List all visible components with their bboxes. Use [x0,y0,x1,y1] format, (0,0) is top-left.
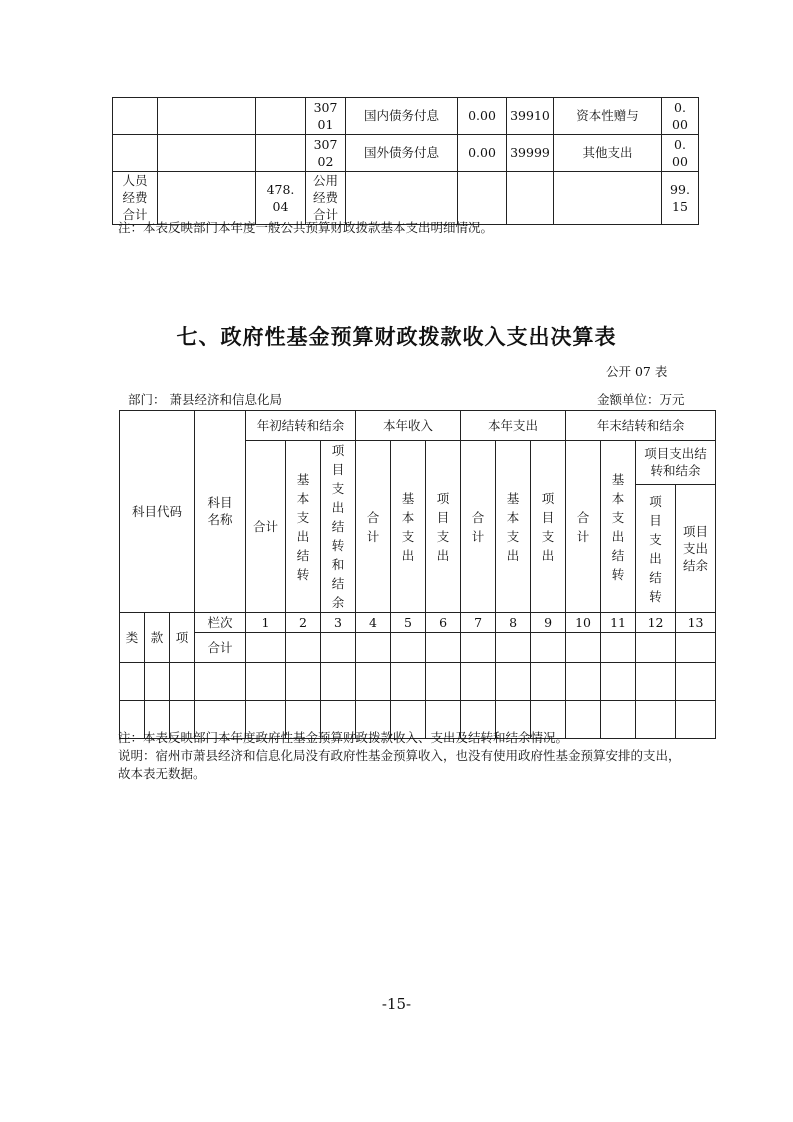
cell [286,633,321,663]
cell [321,663,356,701]
header-begin-balance: 年初结转和结余 [246,411,356,441]
subheader-project-surplus-text: 项目支出结余 [683,523,709,573]
cell-personnel-value [256,172,306,225]
column-index-row [120,613,716,633]
cell-name: 其他支出 [554,135,662,172]
subheader-project-end-text: 项目支出结转和结余 [644,446,707,479]
form-number: 公开 07 表 [606,364,668,379]
subheader-project-surplus [676,485,716,613]
subheader-total-text: 合计 [471,509,485,544]
personnel-label-text: 人员经费合计 [122,173,148,222]
top-table-note: 注：本表反映部门本年度一般公共预算财政拨款基本支出明细情况。 [118,220,494,235]
cell [356,663,391,701]
cell [461,633,496,663]
cell [676,701,716,739]
cell-amount-text: 0.00 [672,99,688,132]
col-lanci: 栏次 [195,613,246,633]
cell [256,135,306,172]
cell [286,663,321,701]
cell [158,172,256,225]
subheader-basic-expense [391,441,426,613]
row-total-label: 合计 [195,633,246,663]
col-number: 11 [601,613,636,633]
cell [496,663,531,701]
cell-name: 资本性赠与 [554,98,662,135]
col-number: 2 [286,613,321,633]
cell [426,633,461,663]
cell [566,701,601,739]
cell [676,633,716,663]
col-number: 10 [566,613,601,633]
cell-name: 国内债务付息 [346,98,458,135]
subheader-project-expense [531,441,566,613]
cell [246,663,286,701]
cell-code [306,135,346,172]
cell [120,663,145,701]
table-row-total [113,172,699,225]
cell [391,633,426,663]
cell [636,633,676,663]
cell [256,98,306,135]
table-row [120,663,716,701]
col-number: 9 [531,613,566,633]
col-xiang: 项 [170,613,195,663]
col-number: 12 [636,613,676,633]
table-row [113,98,699,135]
cell-amount: 0.00 [458,98,507,135]
subheader-project-carry [321,441,356,613]
cell [566,633,601,663]
cell [426,663,461,701]
table-row-total [120,633,716,663]
col-number: 3 [321,613,356,633]
header-expense: 本年支出 [461,411,566,441]
cell [507,172,554,225]
subheader-project-end [636,441,716,485]
cell-amount [662,135,699,172]
cell [391,663,426,701]
cell-public-value [662,172,699,225]
col-number: 4 [356,613,391,633]
subheader-basic-carry [601,441,636,613]
cell [346,172,458,225]
subheader-total [356,441,391,613]
col-number: 5 [391,613,426,633]
cell-personnel-label [113,172,158,225]
main-table-note: 注：本表反映部门本年度政府性基金预算财政拨款收入、支出及结转和结余情况。 [118,730,569,745]
cell [531,663,566,701]
col-lei: 类 [120,613,145,663]
explanation-line-2: 故本表无数据。 [118,766,206,781]
cell [246,633,286,663]
subheader-project-carry-end [636,485,676,613]
cell [601,663,636,701]
cell [458,172,507,225]
subheader-basic-expense-text: 基本支出 [506,490,520,563]
public-label-text: 公用经费合计 [312,173,338,222]
cell [601,633,636,663]
table-row [113,135,699,172]
fund-budget-table [119,410,716,739]
cell-code: 39910 [507,98,554,135]
cell [170,663,195,701]
cell [113,135,158,172]
subheader-total [461,441,496,613]
subheader-project-carry-end-text: 项目支出结转 [649,493,662,604]
cell-amount [662,98,699,135]
cell-code-text: 30701 [313,99,338,132]
col-kuan: 款 [145,613,170,663]
cell [531,633,566,663]
col-number: 8 [496,613,531,633]
col-number: 1 [246,613,286,633]
public-value-text: 99.15 [670,181,690,214]
cell [158,135,256,172]
header-row [120,411,716,441]
cell [145,663,170,701]
explanation-line-1: 说明：宿州市萧县经济和信息化局没有政府性基金预算收入，也没有使用政府性基金预算安排的支出， [118,748,681,763]
cell [636,701,676,739]
subheader-project-expense [426,441,461,613]
cell [554,172,662,225]
cell [636,663,676,701]
cell [461,663,496,701]
personnel-value-text: 478.04 [266,181,295,214]
department-label: 部门： 萧县经济和信息化局 [128,392,282,407]
cell [356,633,391,663]
page-number: -15- [381,995,412,1013]
col-number: 7 [461,613,496,633]
cell-code [306,98,346,135]
subheader-basic-expense [496,441,531,613]
cell [676,663,716,701]
header-end-balance: 年末结转和结余 [566,411,716,441]
subheader-basic-carry-text: 基本支出结转 [611,471,625,582]
subheader-project-expense-text: 项目支出 [541,490,555,563]
basic-expense-table [112,97,699,225]
header-subject-name [195,411,246,613]
subheader-total-text: 合计 [366,509,380,544]
cell [601,701,636,739]
subheader-project-carry-text: 项目支出结转和结余 [331,443,345,610]
header-income: 本年收入 [356,411,461,441]
cell [566,663,601,701]
subheader-basic-expense-text: 基本支出 [401,490,415,563]
cell-amount-text: 0.00 [672,136,688,169]
subheader-project-expense-text: 项目支出 [436,490,450,563]
col-number: 13 [676,613,716,633]
cell-amount: 0.00 [458,135,507,172]
cell [195,663,246,701]
header-subject-code: 科目代码 [120,411,195,613]
unit-label: 金额单位：万元 [597,392,685,407]
section-title: 七、政府性基金预算财政拨款收入支出决算表 [176,324,617,349]
subheader-basic-carry [286,441,321,613]
cell [113,98,158,135]
cell [321,633,356,663]
cell-name: 国外债务付息 [346,135,458,172]
cell [158,98,256,135]
col-number: 6 [426,613,461,633]
header-subject-name-text: 科目名称 [207,495,233,527]
cell-public-label [306,172,346,225]
subheader-total-text: 合计 [576,509,590,544]
subheader-basic-carry-text: 基本支出结转 [296,471,310,582]
subheader-total [566,441,601,613]
cell-code: 39999 [507,135,554,172]
subheader-total: 合计 [246,441,286,613]
cell [496,633,531,663]
cell-code-text: 30702 [313,136,338,169]
